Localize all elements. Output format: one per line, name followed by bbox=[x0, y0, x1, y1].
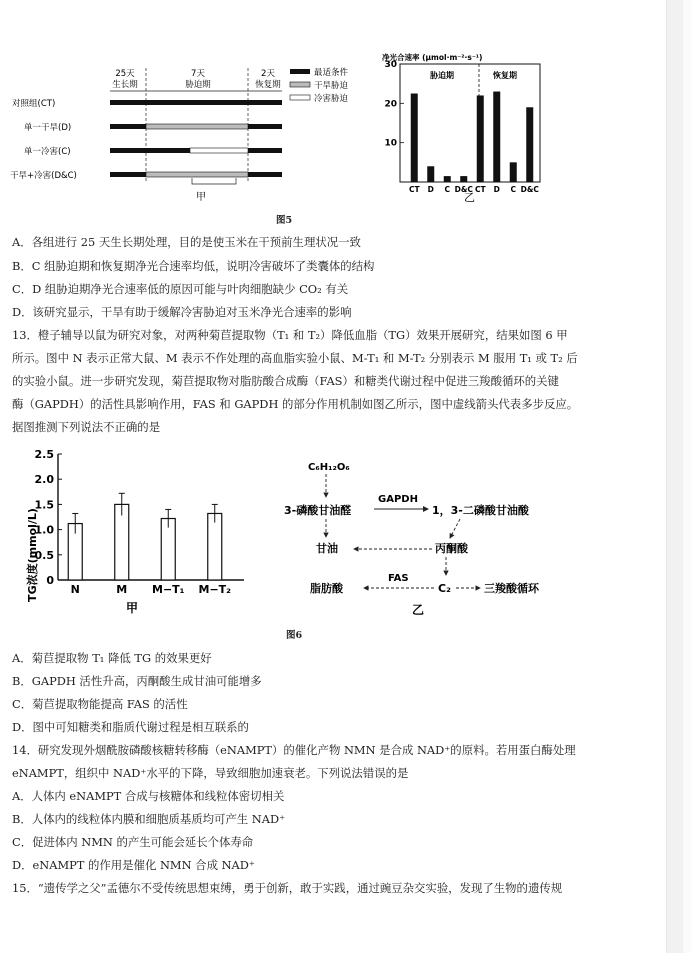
row-label-ct: 对照组(CT) bbox=[12, 99, 56, 109]
q14-option-a: A．人体内 eNAMPT 合成与核糖体和线粒体密切相关 bbox=[12, 789, 285, 803]
legend-optimal: 最适条件 bbox=[314, 68, 349, 78]
chart6-ytick-label: 0 bbox=[46, 574, 54, 587]
node-glucose: C₆H₁₂O₆ bbox=[308, 462, 350, 473]
chart5-bar bbox=[493, 92, 500, 182]
chart5-bar bbox=[444, 176, 451, 182]
q13-stem-line-4: 酶（GAPDH）的活性具影响作用，FAS 和 GAPDH 的部分作用机制如图乙所示，图中虚线箭头代表多步反应。 bbox=[12, 397, 579, 411]
chart5-category-label: C bbox=[444, 185, 451, 194]
q13-option-c: C．菊苣提取物能提高 FAS 的活性 bbox=[12, 697, 188, 711]
fig6-jia-caption: 甲 bbox=[126, 601, 139, 615]
q14-stem-line-2: eNAMPT，组织中 NAD⁺水平的下降，导致细胞加速衰老。下列说法错误的是 bbox=[12, 766, 409, 780]
chart5-bar bbox=[477, 95, 484, 182]
fig6-yi-caption: 乙 bbox=[412, 603, 425, 617]
q15-stem-line-1: 15．“遗传学之父”孟德尔不受传统思想束缚，勇于创新，敢于实践，通过豌豆杂交实验，发现了生物的遗传规 bbox=[12, 881, 563, 895]
chart5-ytick-label: 30 bbox=[384, 60, 397, 70]
chart5-category-label: D&C bbox=[454, 185, 473, 194]
q13-option-b: B．GAPDH 活性升高，丙酮酸生成甘油可能增多 bbox=[12, 674, 262, 688]
chart6-category-label: N bbox=[70, 583, 80, 596]
q13-stem-line-1: 13．橙子辅导以鼠为研究对象，对两种菊苣提取物（T₁ 和 T₂）降低血脂（TG）效果开展研究，结果如图 6 甲 bbox=[12, 328, 568, 342]
chart5-bar bbox=[510, 162, 517, 182]
chart6-bar bbox=[115, 504, 129, 580]
col-label-recovery: 恢复期 bbox=[255, 80, 281, 90]
chart6-category-label: M−T₂ bbox=[198, 583, 231, 596]
q14-option-c: C．促进体内 NMN 的产生可能会延长个体寿命 bbox=[12, 835, 254, 849]
scrollbar[interactable] bbox=[666, 0, 691, 953]
q13-option-a: A．菊苣提取物 T₁ 降低 TG 的效果更好 bbox=[12, 651, 212, 665]
node-c2: C₂ bbox=[438, 582, 451, 595]
chart5-bar bbox=[460, 176, 467, 182]
q14-stem-line-1: 14．研究发现外烟酰胺磷酸核糖转移酶（eNAMPT）的催化产物 NMN 是合成 NAD⁺的原料。若用蛋白酶处理 bbox=[12, 743, 576, 757]
q12-option-c: C．D 组胁迫期净光合速率低的原因可能与叶肉细胞缺少 CO₂ 有关 bbox=[12, 282, 349, 296]
chart6-ytick-label: 0.5 bbox=[34, 548, 54, 562]
fig5-jia-diagram bbox=[10, 58, 375, 210]
q13-stem-line-3: 的实验小鼠。进一步研究发现，菊苣提取物对脂肪酸合成酶（FAS）和糖类代谢过程中促进三羧酸循环的关键 bbox=[12, 374, 559, 388]
chart6-category-label: M−T₁ bbox=[152, 583, 185, 596]
fig6-jia-chart bbox=[14, 440, 264, 620]
chart6-ylabel: TG浓度(mmol/L) bbox=[26, 508, 39, 602]
col-label-stress-days: 7天 bbox=[191, 69, 205, 79]
chart5-category-label: D bbox=[427, 185, 434, 194]
node-glycerol: 甘油 bbox=[316, 542, 338, 555]
chart5-bar bbox=[526, 107, 533, 182]
node-tca: 三羧酸循环 bbox=[484, 582, 539, 595]
scrollbar-edge bbox=[683, 0, 691, 953]
legend-cold: 冷害胁迫 bbox=[314, 94, 349, 104]
chart5-ytick-label: 10 bbox=[384, 138, 397, 149]
row-label-dc: 干旱+冷害(D&C) bbox=[10, 171, 77, 181]
q12-option-b: B．C 组胁迫期和恢复期净光合速率均低，说明冷害破坏了类囊体的结构 bbox=[12, 259, 375, 273]
chart5-bar bbox=[411, 94, 418, 183]
col-label-growth: 生长期 bbox=[112, 80, 138, 90]
fig6-label: 图6 bbox=[286, 630, 303, 641]
chart6-ytick-label: 1.0 bbox=[34, 523, 54, 537]
chart5-title: 净光合速率 (μmol·m⁻²·s⁻¹) bbox=[382, 53, 483, 62]
q12-option-d: D．该研究显示，干旱有助于缓解冷害胁迫对玉米净光合速率的影响 bbox=[12, 305, 352, 319]
chart5-category-label: D bbox=[493, 185, 500, 194]
chart6-bar bbox=[161, 519, 175, 580]
chart5-group-stress: 胁迫期 bbox=[430, 71, 454, 80]
col-label-recovery-days: 2天 bbox=[261, 69, 275, 79]
fig5-jia-caption: 甲 bbox=[196, 192, 206, 203]
chart5-ytick-label: 20 bbox=[384, 99, 397, 110]
fig5-yi-caption: 乙 bbox=[464, 191, 475, 204]
row-label-c: 单一冷害(C) bbox=[24, 147, 71, 157]
q13-option-d: D．图中可知糖类和脂质代谢过程是相互联系的 bbox=[12, 720, 249, 734]
node-pyruvate: 丙酮酸 bbox=[435, 542, 468, 555]
chart5-group-recovery: 恢复期 bbox=[493, 71, 517, 80]
chart5-category-label: CT bbox=[474, 185, 486, 194]
fig5-yi-chart bbox=[380, 50, 570, 210]
chart5-category-label: C bbox=[510, 185, 517, 194]
node-bpg: 1，3-二磷酸甘油酸 bbox=[432, 504, 529, 517]
legend-drought: 干旱胁迫 bbox=[314, 81, 349, 91]
fig6-yi-pathway bbox=[270, 452, 570, 622]
label-fas: FAS bbox=[388, 573, 409, 584]
node-fatty-acid: 脂肪酸 bbox=[310, 582, 343, 595]
chart6-ytick-label: 2.5 bbox=[34, 448, 54, 461]
legend-swatch-optimal bbox=[290, 69, 310, 74]
chart6-bar bbox=[208, 513, 222, 580]
chart6-ytick-label: 1.5 bbox=[34, 498, 54, 512]
legend-swatch-drought bbox=[290, 82, 310, 87]
q13-stem-line-2: 所示。图中 N 表示正常大鼠、M 表示不作处理的高血脂实验小鼠、M-T₁ 和 M-T₂ 分别表示 M 服用 T₁ 或 T₂ 后 bbox=[12, 351, 578, 365]
node-g3p: 3-磷酸甘油醛 bbox=[284, 504, 352, 517]
fig5-label: 图5 bbox=[276, 215, 293, 226]
q14-option-b: B．人体内的线粒体内膜和细胞质基质均可产生 NAD⁺ bbox=[12, 812, 286, 826]
label-gapdh: GAPDH bbox=[378, 494, 418, 505]
q12-option-a: A．各组进行 25 天生长期处理，目的是使玉米在干预前生理状况一致 bbox=[12, 235, 361, 249]
chart6-ytick-label: 2.0 bbox=[34, 473, 54, 487]
chart5-category-label: CT bbox=[408, 185, 420, 194]
q14-option-d: D．eNAMPT 的作用是催化 NMN 合成 NAD⁺ bbox=[12, 858, 255, 872]
row-label-d: 单一干旱(D) bbox=[24, 123, 72, 133]
chart5-frame bbox=[400, 64, 540, 182]
col-label-stress: 胁迫期 bbox=[185, 80, 211, 90]
col-label-growth-days: 25天 bbox=[115, 69, 135, 79]
chart6-category-label: M bbox=[116, 583, 128, 596]
legend-swatch-cold bbox=[290, 95, 310, 100]
chart5-category-label: D&C bbox=[520, 185, 539, 194]
q13-stem-line-5: 据图推测下列说法不正确的是 bbox=[12, 420, 161, 434]
chart5-bar bbox=[427, 166, 434, 182]
